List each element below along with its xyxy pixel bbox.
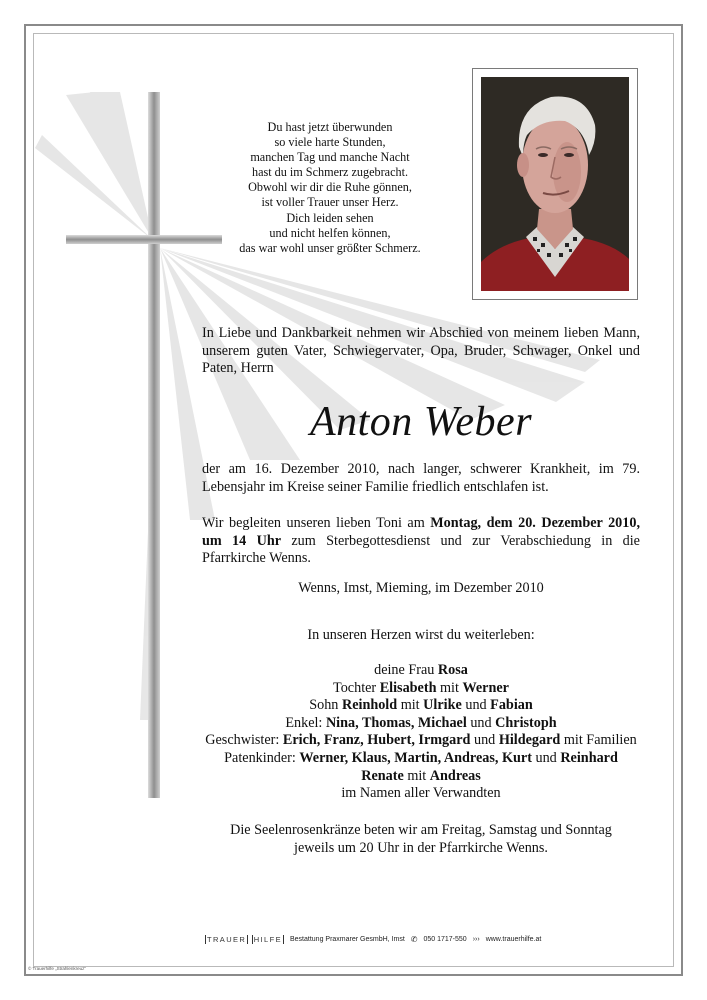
deceased-name: Anton Weber bbox=[309, 399, 533, 445]
poem bbox=[230, 120, 430, 256]
website-link[interactable]: www.trauerhilfe.at bbox=[485, 936, 542, 943]
portrait-frame bbox=[472, 68, 638, 300]
death-text: der am 16. Dezember 2010, nach langer, schwerer Krankheit, im 79. Lebensjahr im Kreise seiner Familie friedlich entschlafen ist. bbox=[202, 461, 640, 495]
company-name: Bestattung Praxmarer GesmbH, Imst bbox=[290, 936, 405, 943]
rosary-line: Die Seelenrosenkränze beten wir am Freitag, Samstag und Sonntag bbox=[230, 822, 612, 838]
family-line-siblings: Geschwister: Erich, Franz, Hubert, Irmgard und Hildegard mit Familien bbox=[205, 732, 637, 749]
family-line-godchildren: Patenkinder: Werner, Klaus, Martin, Andreas, Kurt und Reinhard bbox=[224, 749, 618, 766]
family-line-relatives: im Namen aller Verwandten bbox=[341, 785, 501, 802]
poem-line: manchen Tag und manche Nacht bbox=[250, 150, 410, 165]
family-line-renate: Renate mit Andreas bbox=[361, 767, 481, 784]
copyright-note: © Trauerhilfe „Strahlenkreuz“ bbox=[28, 966, 86, 971]
family-line-wife: deine Frau Rosa bbox=[374, 662, 468, 678]
rosary-line: jeweils um 20 Uhr in der Pfarrkirche Wenns. bbox=[294, 839, 548, 856]
poem-line: hast du im Schmerz zugebracht. bbox=[251, 165, 408, 180]
poem-line: und nicht helfen können, bbox=[269, 225, 391, 240]
phone-number: 050 1717-550 bbox=[423, 936, 467, 943]
family-line-grandchildren: Enkel: Nina, Thomas, Michael und Christoph bbox=[285, 714, 557, 731]
phone-icon: ✆ bbox=[410, 935, 418, 944]
family-line-daughter: Tochter Elisabeth mit Werner bbox=[333, 679, 509, 696]
poem-line: so viele harte Stunden, bbox=[274, 135, 386, 150]
poem-line: Du hast jetzt überwunden bbox=[267, 120, 393, 134]
poem-line: ist voller Trauer unser Herz. bbox=[261, 195, 399, 210]
poem-line: Dich leiden sehen bbox=[286, 210, 374, 225]
intro-text: In Liebe und Dankbarkeit nehmen wir Abschied von meinem lieben Mann, unserem guten Vater, Schwiegervater, Opa, Bruder, Schwager, Onkel und Paten, Herrn bbox=[202, 325, 640, 377]
family-line-son: Sohn Reinhold mit Ulrike und Fabian bbox=[309, 697, 533, 714]
poem-line: Obwohl wir dir die Ruhe gönnen, bbox=[248, 180, 412, 195]
globe-icon: ››› bbox=[472, 936, 480, 943]
funeral-part2: zum Sterbegottesdienst und zur Verabschiedung in die Pfarrkirche Wenns. bbox=[202, 532, 640, 567]
rosary-text bbox=[202, 822, 640, 857]
footer bbox=[205, 935, 542, 944]
trauerhilfe-logo: TRAUER HILFE bbox=[207, 935, 282, 944]
funeral-part1: Wir begleiten unseren lieben Toni am bbox=[202, 515, 431, 531]
funeral-text bbox=[202, 515, 640, 568]
poem-line: das war wohl unser größter Schmerz. bbox=[239, 240, 421, 255]
funeral-date: Montag, dem 20. Dezember 2010, um 14 Uhr bbox=[202, 515, 640, 549]
place-date: Wenns, Imst, Mieming, im Dezember 2010 bbox=[298, 580, 544, 596]
portrait-photo bbox=[481, 77, 629, 291]
family-list bbox=[202, 662, 640, 803]
motto: In unseren Herzen wirst du weiterleben: bbox=[307, 627, 535, 643]
